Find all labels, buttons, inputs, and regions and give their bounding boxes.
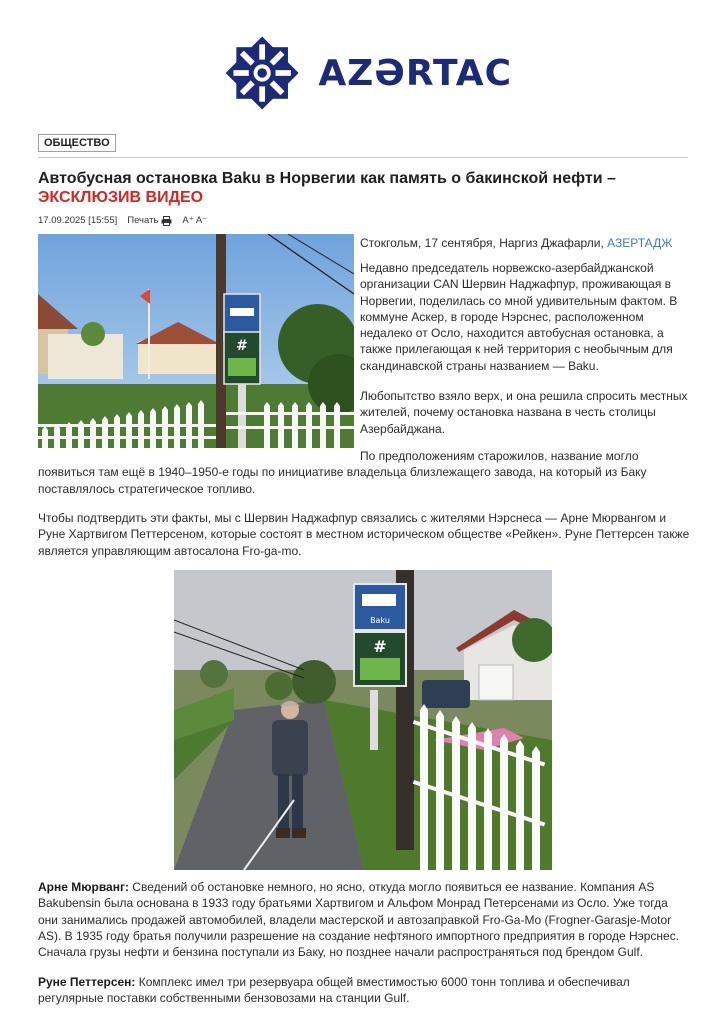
bus-stop-photo-2	[174, 570, 552, 870]
article-meta	[38, 215, 207, 226]
quote-2-speaker: Руне Петтерсен:	[38, 975, 136, 989]
quote-1	[38, 879, 690, 960]
title-highlight[interactable]: ЭКСКЛЮЗИВ ВИДЕО	[38, 189, 204, 206]
title-text: Автобусная остановка Baku в Норвегии как память о бакинской нефти –	[38, 170, 616, 187]
font-size-controls[interactable]: A⁺ A⁻	[182, 215, 208, 226]
divider	[38, 157, 688, 158]
quote-2-text: Комплекс имел три резервуара общей вместимостью 6000 тонн топлива и обеспечивал регулярные поставки собственными бензовозами на станции Gulf.	[38, 975, 630, 1006]
print-button[interactable]	[127, 215, 172, 226]
stop-sign-symbol: #	[373, 637, 387, 656]
bus-stop-photo-1	[38, 234, 354, 448]
azertac-emblem-icon	[222, 31, 302, 115]
svg-text:#: #	[236, 338, 248, 354]
quote-1-speaker: Арне Мюрванг:	[38, 880, 129, 894]
quote-1-text: Сведений об остановке немного, но ясно, откуда могло появиться ее название. Компания AS Bakubensin была основана в 1933 году братьями Хартвигом и Альфом Монрад Петерсенами из Осло. Уже тогда они занимались продажей автомобилей, владели мастерской и автозаправкой Fro-Ga-Mo (Frogner-Garasje-Motor AS). В 1935 году братья получили разрешение на создание нефтяного импортного предприятия в городе Нэрснес. Сначала грузы нефти и бензина поступали из Баку, но позднее начали распространяться под брендом Gulf.	[38, 880, 680, 960]
dateline-text: Стокгольм, 17 сентября, Наргиз Джафарли,	[360, 236, 608, 250]
paragraph-1: Недавно председатель норвежско-азербайджанской организации CAN Шервин Наджафпур, проживающая в Норвегии, поделилась со мной удивительным фактом. В коммуне Аскер, в городе Нэрснес, расположенном недалеко от Осло, находится автобусная остановка, а также прилегающая к ней территория с необычным для скандинавской страны названием — Baku.	[360, 261, 678, 373]
publish-date: 17.09.2025 [15:55]	[38, 215, 118, 226]
paragraph-4: Чтобы подтвердить эти факты, мы с Шервин Наджафпур связались с жителями Нэрснеса — Арне Мюрвангом и Руне Хартвигом Петтерсеном, которые состоят в местном историческом обществе «Рейкен». Руне Петтерсен также является управляющим автосалона Fro-ga-mo.	[38, 511, 690, 558]
print-label: Печать	[127, 215, 159, 226]
category-tag[interactable]: ОБЩЕСТВО	[38, 134, 116, 152]
source-link[interactable]: АЗЕРТАДЖ	[607, 236, 673, 250]
azertac-logo[interactable]	[222, 30, 512, 116]
stop-sign-name: Baku	[370, 616, 390, 625]
article-title	[38, 169, 688, 207]
paragraph-2: Любопытство взяло верх, и она решила спросить местных жителей, почему остановка названа в честь столицы Азербайджана.	[360, 389, 688, 436]
printer-icon	[161, 216, 172, 226]
brand-name: AZƏRTAC	[318, 52, 512, 94]
quote-2	[38, 974, 690, 1007]
dateline	[360, 235, 690, 251]
paragraph-3: По предположениям старожилов, название могло появиться там ещё в 1940–1950-е годы по инициативе владельца близлежащего завода, на который из Баку поставлялось стратегическое топливо.	[38, 449, 647, 496]
